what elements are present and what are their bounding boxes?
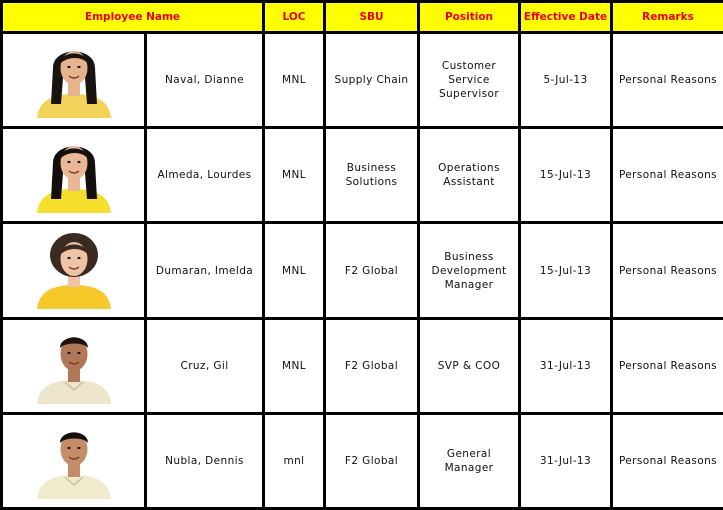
position-cell[interactable]: SVP & COO (420, 320, 518, 412)
effective-date-cell[interactable]: 15-Jul-13 (521, 224, 610, 316)
name-cell[interactable]: Nubla, Dennis (147, 415, 262, 507)
photo-cell[interactable] (3, 129, 144, 221)
photo-cell[interactable] (3, 224, 144, 316)
photo-cell[interactable] (3, 415, 144, 507)
employee-photo (3, 38, 144, 122)
table-row (3, 129, 723, 221)
header-effective-date[interactable]: Effective Date (521, 3, 610, 31)
loc-cell[interactable]: MNL (265, 129, 323, 221)
employee-photo-woman-long-hair (29, 133, 119, 213)
employee-photo (3, 229, 144, 313)
remarks-cell[interactable]: Personal Reasons (613, 129, 723, 221)
name-cell[interactable]: Cruz, Gil (147, 320, 262, 412)
header-row (3, 3, 723, 31)
sbu-cell[interactable]: F2 Global (326, 320, 417, 412)
position-cell[interactable]: Business Development Manager (420, 224, 518, 316)
header-position[interactable]: Position (420, 3, 518, 31)
effective-date-cell[interactable]: 31-Jul-13 (521, 415, 610, 507)
loc-cell[interactable]: MNL (265, 320, 323, 412)
position-cell[interactable]: General Manager (420, 415, 518, 507)
header-loc[interactable]: LOC (265, 3, 323, 31)
loc-cell[interactable]: MNL (265, 224, 323, 316)
table-row (3, 415, 723, 507)
table-row (3, 34, 723, 126)
header-employee-name[interactable]: Employee Name (3, 3, 262, 31)
sbu-cell[interactable]: Business Solutions (326, 129, 417, 221)
loc-cell[interactable]: MNL (265, 34, 323, 126)
sbu-cell[interactable]: Supply Chain (326, 34, 417, 126)
employee-photo-woman-long-hair (29, 38, 119, 118)
photo-cell[interactable] (3, 320, 144, 412)
effective-date-cell[interactable]: 31-Jul-13 (521, 320, 610, 412)
name-cell[interactable]: Almeda, Lourdes (147, 129, 262, 221)
loc-cell[interactable]: mnl (265, 415, 323, 507)
employee-photo (3, 133, 144, 217)
sbu-cell[interactable]: F2 Global (326, 415, 417, 507)
header-remarks[interactable]: Remarks (613, 3, 723, 31)
header-sbu[interactable]: SBU (326, 3, 417, 31)
employee-photo-man (29, 324, 119, 404)
name-cell[interactable]: Dumaran, Imelda (147, 224, 262, 316)
table-row (3, 224, 723, 316)
photo-cell[interactable] (3, 34, 144, 126)
position-cell[interactable]: Operations Assistant (420, 129, 518, 221)
position-cell[interactable]: Customer Service Supervisor (420, 34, 518, 126)
effective-date-cell[interactable]: 5-Jul-13 (521, 34, 610, 126)
sbu-cell[interactable]: F2 Global (326, 224, 417, 316)
remarks-cell[interactable]: Personal Reasons (613, 320, 723, 412)
employee-photo-woman-short-hair (29, 229, 119, 309)
remarks-cell[interactable]: Personal Reasons (613, 415, 723, 507)
remarks-cell[interactable]: Personal Reasons (613, 224, 723, 316)
employee-photo (3, 419, 144, 503)
effective-date-cell[interactable]: 15-Jul-13 (521, 129, 610, 221)
employee-photo (3, 324, 144, 408)
name-cell[interactable]: Naval, Dianne (147, 34, 262, 126)
employee-photo-man (29, 419, 119, 499)
remarks-cell[interactable]: Personal Reasons (613, 34, 723, 126)
table-row (3, 320, 723, 412)
